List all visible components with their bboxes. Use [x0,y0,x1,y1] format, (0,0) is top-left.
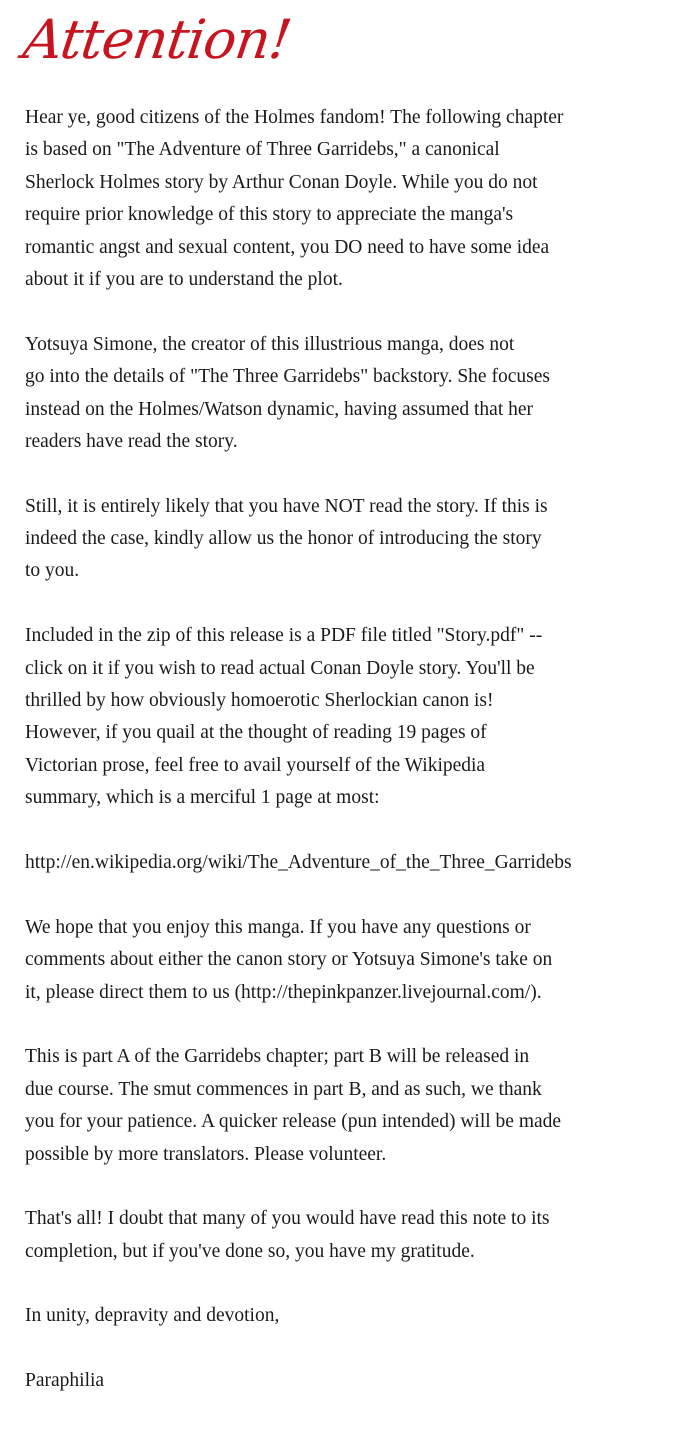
paragraph [25,491,572,588]
text-line: That's all! I doubt that many of you would have read this note to its [25,1208,550,1230]
text-line: indeed the case, kindly allow us the honor of introducing the story [25,528,542,550]
attention-heading: Attention! [19,8,295,71]
text-line: thrilled by how obviously homoerotic Sherlockian canon is! [25,690,494,712]
paragraph [25,620,572,814]
text-line: However, if you quail at the thought of reading 19 pages of [25,722,487,744]
text-line: to you. [25,560,80,582]
text-line: Still, it is entirely likely that you have NOT read the story. If this is [25,495,548,517]
text-line: Sherlock Holmes story by Arthur Conan Doyle. While you do not [25,171,538,193]
text-line: completion, but if you've done so, you have my gratitude. [25,1240,475,1262]
text-line: readers have read the story. [25,430,238,452]
paragraph [25,1203,572,1268]
text-line: http://en.wikipedia.org/wiki/The_Adventure_of_the_Three_Garridebs [25,851,572,873]
text-line: require prior knowledge of this story to appreciate the manga's [25,204,514,226]
text-line: about it if you are to understand the plot. [25,268,343,290]
text-line: comments about either the canon story or Yotsuya Simone's take on [25,949,553,971]
text-line: possible by more translators. Please volunteer. [25,1143,387,1165]
paragraph [25,847,572,879]
paragraph [25,1041,572,1171]
text-line: Hear ye, good citizens of the Holmes fandom! The following chapter [25,107,564,128]
text-line: go into the details of "The Three Garridebs" backstory. She focuses [25,366,550,388]
text-line: due course. The smut commences in part B, and as such, we thank [25,1078,542,1100]
text-line: Yotsuya Simone, the creator of this illustrious manga, does not [25,333,515,355]
text-line: We hope that you enjoy this manga. If you have any questions or [25,916,531,938]
text-line: Included in the zip of this release is a PDF file titled "Story.pdf" -- [25,625,543,647]
paragraph [25,1365,572,1397]
text-line: click on it if you wish to read actual Conan Doyle story. You'll be [25,657,535,679]
text-line: is based on "The Adventure of Three Garridebs," a canonical [25,139,500,161]
paragraph [25,329,572,459]
document-body [25,102,572,1430]
text-line: Paraphilia [25,1370,105,1392]
text-line: In unity, depravity and devotion, [25,1305,280,1327]
text-line: summary, which is a merciful 1 page at most: [25,787,380,809]
text-line: romantic angst and sexual content, you DO need to have some idea [25,236,550,258]
text-line: This is part A of the Garridebs chapter; part B will be released in [25,1046,530,1068]
text-line: you for your patience. A quicker release (pun intended) will be made [25,1111,562,1133]
text-line: instead on the Holmes/Watson dynamic, having assumed that her [25,398,534,420]
paragraph [25,1300,572,1332]
text-line: it, please direct them to us (http://thepinkpanzer.livejournal.com/). [25,981,542,1003]
paragraph [25,102,572,296]
paragraph [25,912,572,1009]
text-line: Victorian prose, feel free to avail yourself of the Wikipedia [25,754,486,776]
